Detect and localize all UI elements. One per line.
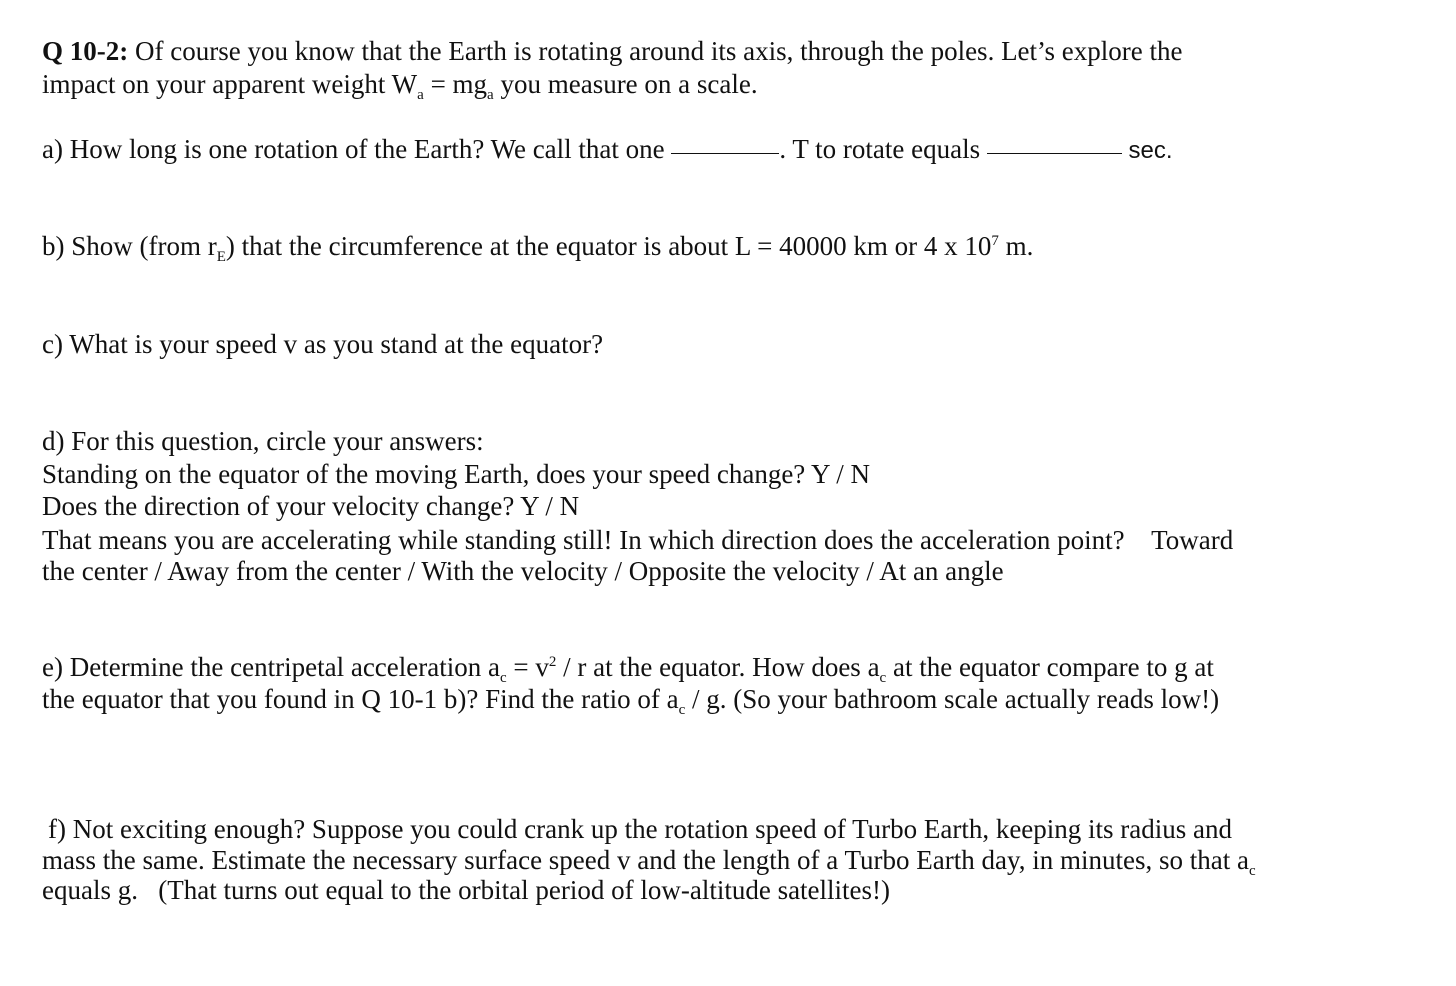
- superscript-2: 2: [548, 654, 557, 670]
- question-number: Q 10-2:: [42, 36, 129, 66]
- question-header-line-1: [42, 35, 1183, 67]
- part-a-text-2: . T to rotate equals: [779, 134, 987, 164]
- part-d-line-2: [42, 458, 870, 490]
- part-f-text-1: f) Not exciting enough? Suppose you could crank up the rotation speed of Turbo Earth, keeping its radius and: [48, 814, 1233, 844]
- part-a: [42, 133, 1173, 167]
- intro-text-2a: impact on your apparent weight W: [42, 69, 418, 99]
- part-d-line-1: [42, 425, 484, 457]
- question-header-line-2: [42, 68, 758, 103]
- superscript-7: 7: [991, 233, 999, 249]
- subscript-e: E: [216, 249, 226, 265]
- subscript-c: c: [499, 670, 507, 686]
- part-f-text-2: mass the same. Estimate the necessary surface speed v and the length of a Turbo Earth day, in minutes, so that a: [42, 845, 1249, 875]
- intro-text-2c: you measure on a scale.: [493, 69, 758, 99]
- subscript-a: a: [417, 87, 424, 103]
- part-f-line-2: [42, 844, 1256, 879]
- part-d-text-3: Does the direction of your velocity change? Y / N: [42, 491, 580, 521]
- intro-text-2b: = mg: [423, 69, 488, 99]
- part-d-text-2: Standing on the equator of the moving Earth, does your speed change? Y / N: [42, 459, 871, 489]
- answer-blank-seconds[interactable]: [987, 152, 1122, 154]
- part-e-text-1b: = v: [506, 652, 549, 682]
- subscript-c-3: c: [678, 702, 686, 718]
- part-d-line-5: [42, 555, 1004, 587]
- part-e-text-1c: / r at the equator. How does a: [556, 652, 880, 682]
- part-f-line-3: [42, 874, 890, 906]
- part-c: [42, 328, 603, 360]
- part-e-text-1d: at the equator compare to g at: [886, 652, 1214, 682]
- part-e-line-2: [42, 683, 1220, 718]
- subscript-c-4: c: [1248, 863, 1256, 879]
- part-b-text-3: m.: [998, 231, 1034, 261]
- part-c-text: c) What is your speed v as you stand at the equator?: [42, 329, 604, 359]
- part-b-text-2: ) that the circumference at the equator is about L = 40000 km or 4 x 10: [225, 231, 992, 261]
- part-f-text-3: equals g. (That turns out equal to the orbital period of low-altitude satellites!): [42, 875, 891, 905]
- part-d-line-3: [42, 490, 579, 522]
- part-e-text-2b: / g. (So your bathroom scale actually reads low!): [685, 684, 1220, 714]
- intro-text-1: Of course you know that the Earth is rotating around its axis, through the poles. Let’s explore the: [128, 36, 1183, 66]
- subscript-c-2: c: [879, 670, 887, 686]
- part-e-text-1a: e) Determine the centripetal acceleration a: [42, 652, 500, 682]
- part-d-line-4: [42, 524, 1233, 556]
- part-e-text-2a: the equator that you found in Q 10-1 b)? Find the ratio of a: [42, 684, 679, 714]
- part-d-text-4: That means you are accelerating while standing still! In which direction does the acceleration point? Toward: [42, 525, 1234, 555]
- answer-blank-name[interactable]: [671, 152, 779, 154]
- part-d-text-1: d) For this question, circle your answers:: [42, 426, 484, 456]
- part-a-unit: sec.: [1121, 137, 1173, 164]
- part-d-text-5: the center / Away from the center / With the velocity / Opposite the velocity / At an angle: [42, 556, 1004, 586]
- part-f-line-1: [48, 813, 1232, 845]
- part-e-line-1: [42, 651, 1214, 686]
- part-b-text-1: b) Show (from r: [42, 231, 217, 261]
- subscript-a-2: a: [487, 87, 494, 103]
- part-b: [42, 230, 1034, 265]
- part-a-text-1: a) How long is one rotation of the Earth? We call that one: [42, 134, 672, 164]
